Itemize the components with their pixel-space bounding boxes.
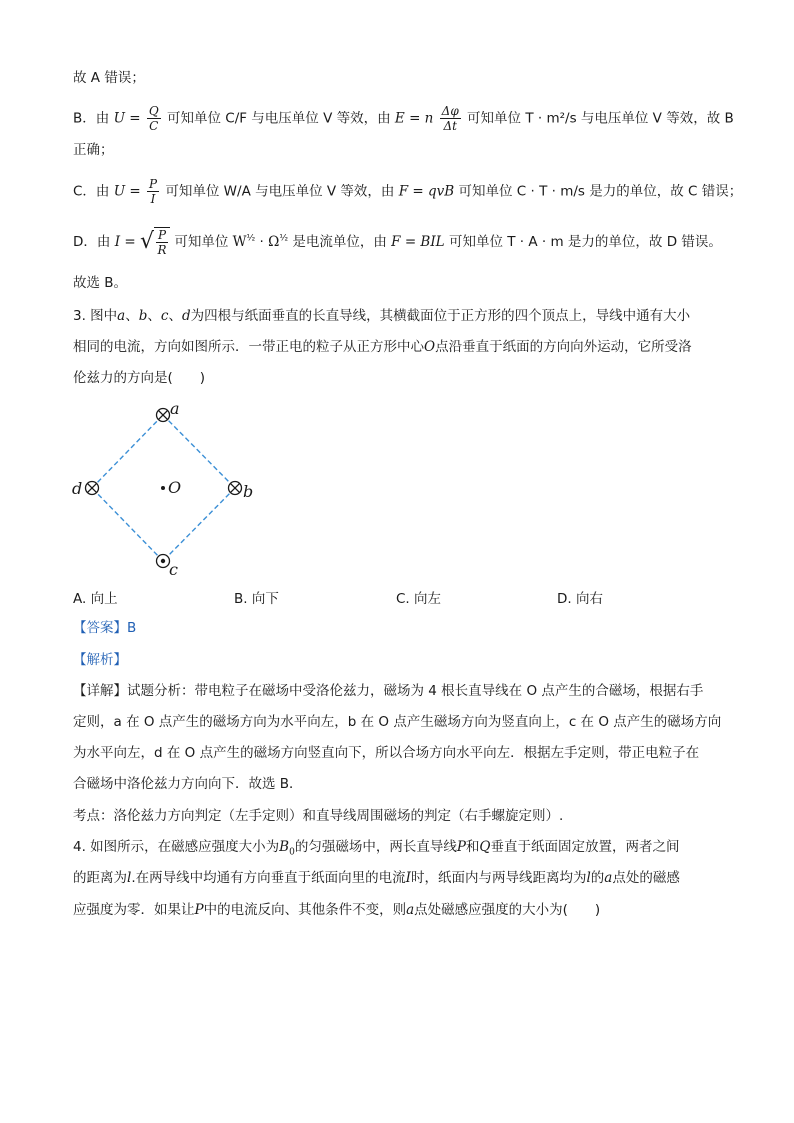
option-b-text: 向下 — [251, 591, 279, 607]
d-sqrt: √ $\frac{P}{R}$ — [140, 227, 170, 257]
d-eq1-lhs: I = — [114, 234, 136, 250]
option-d-letter: D. — [557, 591, 572, 607]
wire-a-into-page-icon — [157, 409, 170, 422]
q3-line2-suffix: 点沿垂直于纸面的方向向外运动，它所受洛 — [435, 339, 692, 355]
detail-line-2: 定则，a 在 O 点产生的磁场方向为水平向左，b 在 O 点产生磁场方向为竖直向上，c 在 O 点产生的磁场方向 — [73, 714, 722, 730]
wire-d-into-page-icon — [86, 482, 99, 495]
d-unit: 可知单位 $W^{\frac{1}{2}} \cdot \Omega^{\frac{1}{2}}$ — [174, 233, 289, 250]
d-eq2: F = BIL — [391, 234, 445, 250]
prev-line-d — [73, 227, 722, 257]
q3-var-b: b — [138, 308, 148, 324]
d-unit-omega: Ω — [268, 234, 280, 250]
label-b: b — [243, 482, 254, 501]
q4-l3-suffix: 点处磁感应强度的大小为( ) — [414, 902, 601, 918]
b-mid1: 可知单位 C/F 与电压单位 V 等效，由 — [166, 110, 391, 127]
d-eq1-num: P — [157, 228, 167, 242]
b-eq1-num: Q — [148, 104, 159, 118]
option-c-letter: C. — [396, 591, 410, 607]
kaodian-line: 考点：洛伦兹力方向判定（左手定则）和直导线周围磁场的判定（右手螺旋定则）. — [73, 808, 564, 824]
q3-var-d: d — [181, 308, 191, 324]
q3-var-c: c — [160, 308, 169, 324]
prev-line-b — [73, 104, 734, 133]
c-eq1-num: P — [149, 177, 158, 191]
q3-line2-prefix: 相同的电流，方向如图所示．一带正电的粒子从正方形中心 — [73, 339, 424, 355]
q3-sep3: 、 — [168, 308, 182, 324]
analysis-tag: 【解析】 — [73, 652, 127, 668]
q4-l: l — [127, 870, 132, 886]
d-eq1-frac — [156, 228, 168, 257]
q4-line1 — [73, 837, 680, 863]
c-eq1-den: I — [150, 192, 156, 206]
b-eq1-den: C — [149, 119, 159, 133]
q4-I: I — [405, 870, 411, 886]
d-prefix: D．由 — [73, 234, 111, 250]
d-unit-exp2: ½ — [279, 233, 289, 244]
square-wire-figure — [60, 395, 280, 580]
q3-sep2: 、 — [147, 308, 161, 324]
q3-line2 — [73, 337, 692, 357]
detail-line-4: 合磁场中洛伦兹力方向向下．故选 B． — [73, 776, 303, 792]
q3-var-O: O — [424, 339, 436, 355]
q4-l2-prefix: 的距离为 — [73, 870, 127, 886]
q4-a: a — [604, 870, 613, 886]
q4-line2 — [73, 868, 680, 888]
q3-line3: 伦兹力的方向是( ) — [73, 370, 206, 386]
d-unit-exp1: ½ — [246, 233, 256, 244]
c-eq1-lhs: U = — [113, 183, 141, 200]
option-a-text: 向上 — [90, 591, 118, 607]
option-c[interactable] — [396, 587, 441, 607]
q4-l2-suffix: 点处的磁感 — [612, 870, 680, 886]
q4-P: P — [456, 839, 466, 855]
c-mid2: 可知单位 C · T · m/s 是力的单位，故 C 错误； — [458, 183, 743, 200]
c-eq2: F = qvB — [398, 183, 455, 200]
label-c: c — [169, 560, 178, 579]
d-mid1: 是电流单位，由 — [292, 234, 387, 250]
d-eq1-den: R — [157, 243, 167, 257]
answer-tag: 【答案】B — [73, 620, 137, 636]
prev-line-c — [73, 177, 742, 206]
d-unit-w: W — [232, 234, 247, 250]
b-eq2-lhs: E = n — [394, 110, 434, 127]
q4-l1-suffix: 垂直于纸面固定放置，两者之间 — [490, 839, 680, 855]
label-d: d — [72, 479, 83, 498]
c-eq1-frac — [147, 177, 159, 206]
q3-line1 — [73, 306, 690, 326]
wire-b-into-page-icon — [229, 482, 242, 495]
option-b-letter: B. — [234, 591, 248, 607]
d-mid2: 可知单位 T · A · m 是力的单位，故 D 错误。 — [448, 234, 722, 250]
option-d[interactable] — [557, 587, 603, 607]
prev-conclusion: 故选 B。 — [73, 275, 128, 291]
option-b[interactable] — [234, 587, 279, 607]
q3-line1-prefix: 3. 图中 — [73, 308, 118, 324]
q3-line1-suffix: 为四根与纸面垂直的长直导线，其横截面位于正方形的四个顶点上，导线中通有大小 — [190, 308, 691, 324]
q4-P2: P — [194, 902, 204, 918]
option-a[interactable] — [73, 587, 118, 607]
c-mid1: 可知单位 W/A 与电压单位 V 等效，由 — [165, 183, 395, 200]
detail-line-3: 为水平向左，d 在 O 点产生的磁场方向竖直向下，所以合场方向水平向左．根据左手定则，带正电粒子在 — [73, 745, 700, 761]
option-a-letter: A. — [73, 591, 87, 607]
prev-line-b-cont: 正确； — [73, 142, 114, 158]
label-O: O — [168, 478, 182, 497]
q4-line3 — [73, 900, 600, 920]
b-eq1-lhs: U = — [113, 110, 141, 127]
q4-l1-mid: 的匀强磁场中，两长直导线 — [294, 839, 457, 855]
q3-sep1: 、 — [125, 308, 139, 324]
detail-line-1: 【详解】试题分析：带电粒子在磁场中受洛伦兹力，磁场为 4 根长直导线在 O 点产生的合磁场，根据右手 — [73, 683, 704, 699]
b-mid2: 可知单位 T · m²/s 与电压单位 V 等效，故 B — [467, 110, 734, 127]
q4-l2b: l — [586, 870, 591, 886]
b-eq2-den: Δt — [443, 119, 457, 133]
q4-Q: Q — [479, 839, 491, 855]
q4-l2-mid2: 时，纸面内与两导线距离均为 — [410, 870, 587, 886]
b-eq2-frac — [440, 104, 461, 133]
b-eq2-num: Δφ — [441, 104, 459, 118]
q4-l2-mid3: 的 — [590, 870, 605, 886]
q4-l3-mid: 中的电流反向、其他条件不变，则 — [203, 902, 407, 918]
q4-l1-prefix: 4. 如图所示，在磁感应强度大小为 — [73, 839, 280, 855]
q4-l2-mid: .在两导线中均通有方向垂直于纸面向里的电流 — [131, 870, 406, 886]
option-c-text: 向左 — [414, 591, 442, 607]
q4-B0-sub: 0 — [289, 847, 295, 858]
q4-a2: a — [406, 902, 415, 918]
label-a: a — [170, 399, 180, 418]
b-prefix: B．由 — [73, 110, 110, 127]
option-d-text: 向右 — [575, 591, 603, 607]
wire-c-out-of-page-icon — [157, 555, 170, 568]
q4-B0: B — [279, 839, 290, 855]
q4-l3-prefix: 应强度为零．如果让 — [73, 902, 195, 918]
b-eq1-frac — [147, 104, 161, 133]
q4-l1-and: 和 — [465, 839, 480, 855]
center-point-icon — [161, 486, 165, 490]
c-prefix: C．由 — [73, 183, 110, 200]
prev-line-a: 故 A 错误； — [73, 70, 145, 86]
q3-var-a: a — [117, 308, 126, 324]
